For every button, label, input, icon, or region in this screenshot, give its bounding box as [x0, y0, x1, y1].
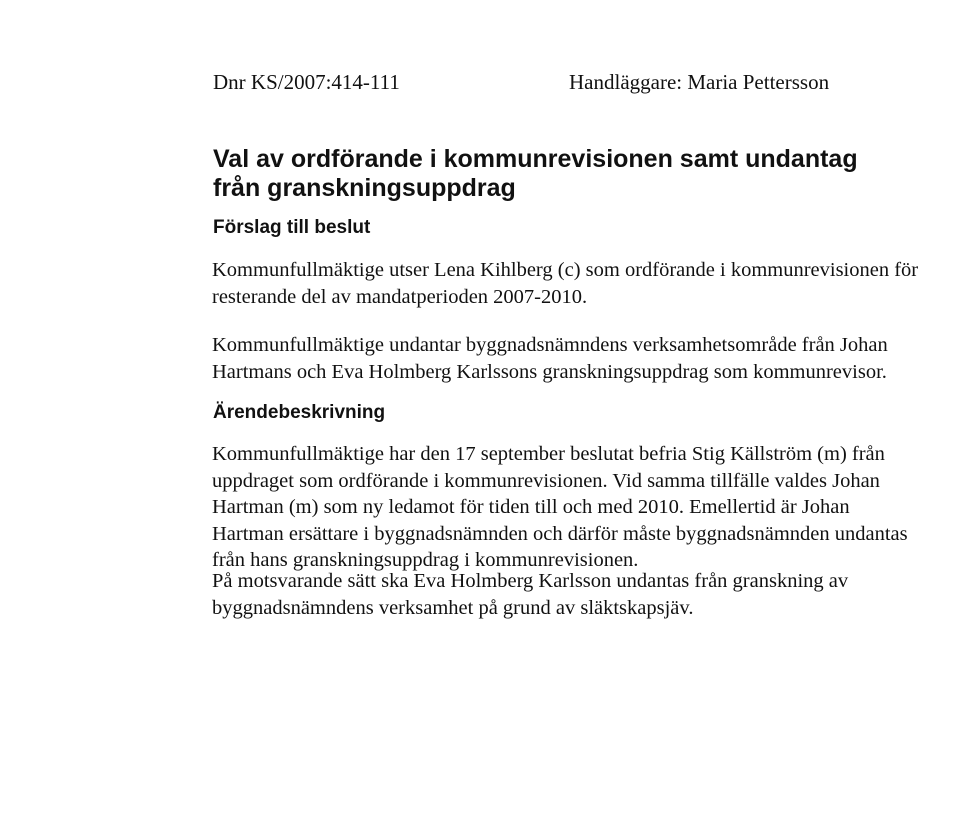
- text-line: Hartman (m) som ny ledamot för tiden till och med 2010. Emellertid är Johan: [212, 496, 850, 518]
- forslag-paragraph-2: [212, 332, 960, 385]
- case-officer: Handläggare: Maria Pettersson: [569, 70, 830, 94]
- text-line: Kommunfullmäktige har den 17 september beslutat befria Stig Källström (m) från: [212, 443, 885, 465]
- document-title: [213, 145, 953, 203]
- arendebeskrivning-heading: Ärendebeskrivning: [213, 402, 386, 423]
- text-line: byggnadsnämndens verksamhet på grund av släktskapsjäv.: [212, 596, 694, 619]
- arende-paragraph-2: [212, 568, 960, 621]
- text-line: Hartman ersättare i byggnadsnämnden och därför måste byggnadsnämnden undantas: [212, 522, 908, 545]
- text-line: Kommunfullmäktige utser Lena Kihlberg (c) som ordförande i kommunrevisionen för: [212, 259, 919, 281]
- text-line: Hartmans och Eva Holmberg Karlssons granskningsuppdrag som kommunrevisor.: [212, 360, 887, 383]
- forslag-heading: Förslag till beslut: [213, 217, 371, 238]
- text-line: Kommunfullmäktige undantar byggnadsnämndens verksamhetsområde från Johan: [212, 334, 888, 356]
- arende-paragraph-1: [212, 441, 960, 574]
- forslag-paragraph-1: [212, 257, 960, 310]
- text-line: På motsvarande sätt ska Eva Holmberg Karlsson undantas från granskning av: [212, 570, 849, 592]
- document-reference-number: Dnr KS/2007:414-111: [213, 70, 400, 94]
- text-line: från hans granskningsuppdrag i kommunrevisionen.: [212, 549, 639, 571]
- title-line: Val av ordförande i kommunrevisionen samt undantag: [213, 145, 858, 173]
- text-line: resterande del av mandatperioden 2007-2010.: [212, 285, 588, 308]
- title-line: från granskningsuppdrag: [213, 174, 516, 202]
- text-line: uppdraget som ordförande i kommunrevisionen. Vid samma tillfälle valdes Johan: [212, 469, 880, 492]
